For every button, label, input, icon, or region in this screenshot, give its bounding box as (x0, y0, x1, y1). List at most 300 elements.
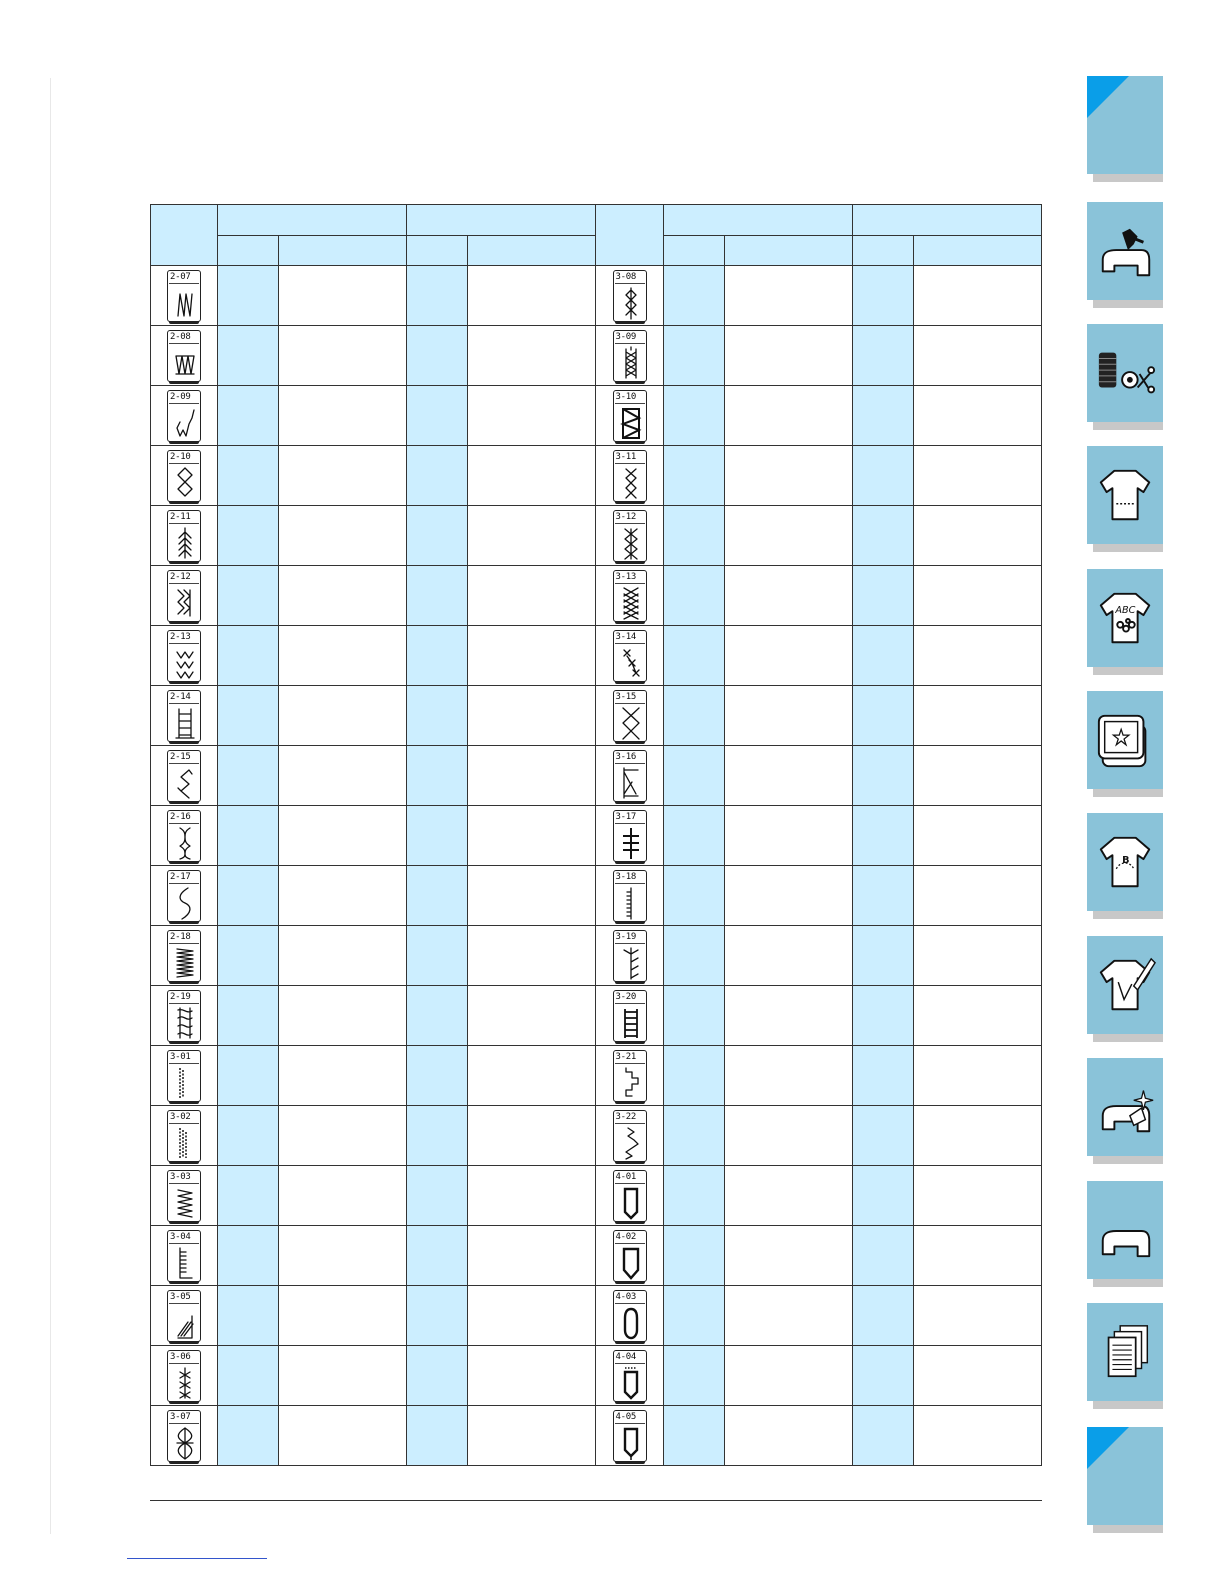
setting-cell-shaded (407, 1046, 468, 1106)
stitch-key-icon (167, 1050, 201, 1102)
embroidery-frame-star-icon (1095, 705, 1157, 775)
stitch-key-icon (613, 870, 647, 922)
stitch-key-divider (169, 583, 199, 584)
stitch-pattern-icon (174, 286, 196, 320)
stitch-key-icon (167, 930, 201, 982)
stitch-code: 3-16 (615, 751, 636, 762)
stitch-code: 3-06 (170, 1351, 191, 1362)
setting-cell-shaded (664, 986, 725, 1046)
stitch-key-icon (167, 870, 201, 922)
stitch-key-divider (615, 583, 645, 584)
setting-cell (279, 986, 407, 1046)
setting-cell-shaded (853, 266, 914, 326)
shirt-embroidery-abc-icon (1095, 583, 1157, 653)
setting-cell-shaded (407, 806, 468, 866)
stitch-pattern-icon (620, 1366, 642, 1400)
stitch-code: 3-12 (615, 511, 636, 522)
setting-cell (914, 1046, 1042, 1106)
setting-cell-shaded (664, 806, 725, 866)
stitch-key-icon (613, 750, 647, 802)
stitch-key-icon (167, 810, 201, 862)
stitch-cell (596, 1286, 664, 1346)
blank-corner-icon (1087, 76, 1129, 118)
stitch-pattern-icon (174, 346, 196, 380)
sewing-machine-sparkle-icon (1095, 1072, 1157, 1142)
table-row (151, 866, 1042, 926)
stitch-cell (596, 1106, 664, 1166)
header-group-1 (218, 205, 407, 236)
stitch-code: 3-04 (170, 1231, 191, 1242)
stitch-code: 3-10 (615, 391, 636, 402)
stitch-key-icon (613, 1350, 647, 1402)
stitch-key-icon (613, 810, 647, 862)
setting-cell (468, 1226, 596, 1286)
setting-cell (914, 446, 1042, 506)
stitch-pattern-icon (620, 826, 642, 860)
stitch-key-divider (615, 463, 645, 464)
stitch-cell (596, 866, 664, 926)
stitch-pattern-icon (620, 586, 642, 620)
setting-cell-shaded (218, 1406, 279, 1466)
setting-cell-shaded (218, 1346, 279, 1406)
stitch-code: 2-10 (170, 451, 191, 462)
setting-cell (725, 986, 853, 1046)
setting-cell (468, 866, 596, 926)
stitch-key-icon (167, 630, 201, 682)
stitch-key-divider (615, 643, 645, 644)
stitch-code: 2-09 (170, 391, 191, 402)
setting-cell (279, 266, 407, 326)
subheader-cell (279, 236, 407, 266)
chapter-tab[interactable] (1087, 76, 1163, 174)
setting-cell (725, 566, 853, 626)
stitch-key-icon (613, 930, 647, 982)
stitch-code: 3-13 (615, 571, 636, 582)
stitch-cell (596, 746, 664, 806)
stitch-cell (596, 986, 664, 1046)
stitch-cell (151, 806, 218, 866)
stitch-code: 2-14 (170, 691, 191, 702)
setting-cell-shaded (218, 806, 279, 866)
stitch-key-divider (615, 283, 645, 284)
setting-cell-shaded (664, 1346, 725, 1406)
stitch-code: 2-07 (170, 271, 191, 282)
stitch-key-divider (615, 823, 645, 824)
stitch-cell (151, 866, 218, 926)
shirt-pen-icon (1095, 950, 1157, 1020)
setting-cell-shaded (218, 1046, 279, 1106)
stitch-key-icon (613, 1050, 647, 1102)
stitch-pattern-icon (620, 646, 642, 680)
stitch-cell (151, 686, 218, 746)
stitch-key-icon (613, 1170, 647, 1222)
subheader-cell (853, 236, 914, 266)
stitch-pattern-icon (174, 646, 196, 680)
stitch-key-icon (167, 570, 201, 622)
stitch-code: 4-02 (615, 1231, 636, 1242)
chapter-tab[interactable] (1087, 324, 1163, 422)
stitch-code: 3-18 (615, 871, 636, 882)
setting-cell (468, 1046, 596, 1106)
stitch-key-divider (169, 883, 199, 884)
setting-cell (279, 626, 407, 686)
setting-cell (468, 806, 596, 866)
stitch-key-divider (169, 523, 199, 524)
stitch-key-divider (615, 763, 645, 764)
setting-cell (914, 326, 1042, 386)
stitch-key-divider (169, 1063, 199, 1064)
setting-cell-shaded (407, 686, 468, 746)
stitch-pattern-icon (620, 526, 642, 560)
setting-cell-shaded (218, 506, 279, 566)
stitch-cell (596, 386, 664, 446)
stitch-pattern-icon (620, 946, 642, 980)
stitch-key-icon (613, 1110, 647, 1162)
stitch-key-icon (167, 1350, 201, 1402)
table-row (151, 1346, 1042, 1406)
setting-cell (279, 746, 407, 806)
setting-cell-shaded (664, 866, 725, 926)
table-row (151, 1286, 1042, 1346)
setting-cell (279, 506, 407, 566)
setting-cell-shaded (853, 1406, 914, 1466)
chapter-tab[interactable] (1087, 1303, 1163, 1401)
stitch-key-divider (615, 1303, 645, 1304)
setting-cell-shaded (407, 1226, 468, 1286)
chapter-tab[interactable] (1087, 936, 1163, 1034)
stitch-key-icon (167, 450, 201, 502)
chapter-tab[interactable] (1087, 202, 1163, 300)
stitch-key-icon (167, 1230, 201, 1282)
table-row (151, 566, 1042, 626)
stitch-code: 3-01 (170, 1051, 191, 1062)
chapter-tab[interactable] (1087, 446, 1163, 544)
stitch-key-icon (613, 570, 647, 622)
stitch-cell (596, 446, 664, 506)
setting-cell-shaded (853, 626, 914, 686)
subheader-cell (218, 236, 279, 266)
setting-cell-shaded (853, 926, 914, 986)
stitch-code: 2-08 (170, 331, 191, 342)
setting-cell (914, 1226, 1042, 1286)
setting-cell-shaded (407, 446, 468, 506)
setting-cell-shaded (218, 1166, 279, 1226)
stitch-cell (596, 1406, 664, 1466)
setting-cell (279, 1406, 407, 1466)
header-stitch-left (151, 205, 218, 266)
setting-cell (725, 806, 853, 866)
setting-cell-shaded (664, 626, 725, 686)
stitch-key-divider (615, 1003, 645, 1004)
stitch-key-divider (169, 763, 199, 764)
stitch-key-icon (167, 1290, 201, 1342)
setting-cell (468, 266, 596, 326)
stitch-code: 3-21 (615, 1051, 636, 1062)
setting-cell (914, 626, 1042, 686)
setting-cell-shaded (664, 446, 725, 506)
stitch-cell (596, 326, 664, 386)
stitch-code: 4-04 (615, 1351, 636, 1362)
setting-cell-shaded (664, 746, 725, 806)
table-row (151, 626, 1042, 686)
stitch-key-divider (169, 1003, 199, 1004)
shirt-letter-b-icon (1095, 827, 1157, 897)
setting-cell (725, 866, 853, 926)
table-row (151, 1106, 1042, 1166)
setting-cell-shaded (407, 746, 468, 806)
setting-cell (725, 386, 853, 446)
stitch-key-icon (613, 330, 647, 382)
setting-cell (725, 1226, 853, 1286)
setting-cell-shaded (218, 1226, 279, 1286)
setting-cell-shaded (218, 566, 279, 626)
setting-cell (468, 506, 596, 566)
stitch-code: 2-12 (170, 571, 191, 582)
setting-cell (725, 1046, 853, 1106)
stitch-key-icon (613, 270, 647, 322)
setting-cell (468, 626, 596, 686)
setting-cell-shaded (664, 1166, 725, 1226)
stitch-pattern-icon (174, 466, 196, 500)
table-row (151, 326, 1042, 386)
stitch-cell (151, 326, 218, 386)
stitch-key-divider (169, 343, 199, 344)
stitch-pattern-icon (174, 1366, 196, 1400)
setting-cell (914, 1106, 1042, 1166)
stitch-pattern-icon (174, 1306, 196, 1340)
setting-cell (725, 266, 853, 326)
stitch-key-divider (615, 703, 645, 704)
stitch-cell (596, 1166, 664, 1226)
stitch-key-divider (615, 523, 645, 524)
setting-cell-shaded (664, 386, 725, 446)
setting-cell (468, 1106, 596, 1166)
stitch-pattern-icon (174, 1186, 196, 1220)
svg-text:B: B (1122, 854, 1130, 866)
table-row (151, 1046, 1042, 1106)
setting-cell-shaded (407, 1346, 468, 1406)
stitch-key-divider (615, 1183, 645, 1184)
setting-cell (914, 686, 1042, 746)
subheader-cell (664, 236, 725, 266)
setting-cell-shaded (853, 566, 914, 626)
setting-cell-shaded (407, 1166, 468, 1226)
stitch-pattern-icon (174, 766, 196, 800)
stitch-code: 3-05 (170, 1291, 191, 1302)
stitch-key-divider (615, 343, 645, 344)
setting-cell (279, 446, 407, 506)
setting-cell (725, 926, 853, 986)
setting-cell-shaded (853, 1286, 914, 1346)
setting-cell (468, 446, 596, 506)
stitch-pattern-icon (174, 1126, 196, 1160)
setting-cell-shaded (407, 866, 468, 926)
chapter-tab[interactable] (1087, 1427, 1163, 1525)
stitch-pattern-icon (620, 1426, 642, 1460)
setting-cell-shaded (218, 326, 279, 386)
stitch-key-icon (167, 510, 201, 562)
setting-cell (468, 1166, 596, 1226)
setting-cell-shaded (853, 746, 914, 806)
setting-cell-shaded (853, 386, 914, 446)
setting-cell-shaded (407, 626, 468, 686)
setting-cell (725, 626, 853, 686)
blank-corner-icon (1087, 1427, 1129, 1469)
chapter-tab[interactable] (1087, 569, 1163, 667)
stitch-cell (151, 746, 218, 806)
setting-cell-shaded (407, 266, 468, 326)
table-row (151, 266, 1042, 326)
stitch-key-divider (169, 823, 199, 824)
setting-cell (279, 866, 407, 926)
table-row (151, 1406, 1042, 1466)
table-row (151, 1166, 1042, 1226)
stitch-key-icon (613, 990, 647, 1042)
stitch-pattern-icon (620, 1306, 642, 1340)
svg-text:ABC: ABC (1115, 605, 1136, 617)
setting-cell (914, 806, 1042, 866)
stitch-code: 4-03 (615, 1291, 636, 1302)
setting-cell-shaded (664, 1046, 725, 1106)
stitch-pattern-icon (174, 526, 196, 560)
stitch-code: 4-01 (615, 1171, 636, 1182)
stitch-key-icon (167, 1170, 201, 1222)
setting-cell (914, 866, 1042, 926)
setting-cell-shaded (664, 926, 725, 986)
setting-cell (468, 1286, 596, 1346)
setting-cell (914, 986, 1042, 1046)
stitch-pattern-icon (620, 466, 642, 500)
stitch-code: 3-07 (170, 1411, 191, 1422)
stitch-cell (596, 686, 664, 746)
subheader-cell (407, 236, 468, 266)
stitch-cell (596, 566, 664, 626)
stitch-cell (151, 986, 218, 1046)
subheader-cell (468, 236, 596, 266)
setting-cell (468, 1346, 596, 1406)
table-row (151, 446, 1042, 506)
chapter-tab[interactable] (1087, 813, 1163, 911)
setting-cell-shaded (218, 686, 279, 746)
table-row (151, 806, 1042, 866)
stitch-key-icon (167, 1110, 201, 1162)
setting-cell (914, 746, 1042, 806)
stitch-key-divider (169, 643, 199, 644)
stitch-pattern-icon (620, 1246, 642, 1280)
stitch-key-divider (169, 943, 199, 944)
setting-cell (279, 1166, 407, 1226)
table-row (151, 686, 1042, 746)
stitch-pattern-icon (174, 1426, 196, 1460)
setting-cell (725, 1106, 853, 1166)
stitch-key-icon (167, 990, 201, 1042)
setting-cell-shaded (218, 1286, 279, 1346)
setting-cell-shaded (218, 926, 279, 986)
stitch-code: 3-08 (615, 271, 636, 282)
stitch-code: 2-19 (170, 991, 191, 1002)
stitch-pattern-icon (174, 706, 196, 740)
sewing-machine-hand-icon (1095, 216, 1157, 286)
setting-cell (914, 1166, 1042, 1226)
setting-cell-shaded (218, 1106, 279, 1166)
stitch-cell (596, 1046, 664, 1106)
setting-cell-shaded (218, 446, 279, 506)
setting-cell-shaded (853, 1166, 914, 1226)
header-group-4 (853, 205, 1042, 236)
setting-cell-shaded (407, 1106, 468, 1166)
setting-cell-shaded (664, 506, 725, 566)
setting-cell-shaded (407, 506, 468, 566)
stitch-cell (596, 1346, 664, 1406)
stitch-cell (151, 1166, 218, 1226)
stitch-pattern-icon (174, 1006, 196, 1040)
table-row (151, 986, 1042, 1046)
chapter-tab[interactable] (1087, 1181, 1163, 1279)
stitch-code: 2-11 (170, 511, 191, 522)
stitch-pattern-icon (174, 826, 196, 860)
setting-cell-shaded (218, 986, 279, 1046)
setting-cell (725, 506, 853, 566)
setting-cell (725, 746, 853, 806)
setting-cell (468, 566, 596, 626)
setting-cell-shaded (218, 626, 279, 686)
stitch-key-divider (615, 403, 645, 404)
chapter-tab[interactable] (1087, 691, 1163, 789)
stitch-code: 2-18 (170, 931, 191, 942)
stitch-key-divider (169, 703, 199, 704)
setting-cell-shaded (853, 686, 914, 746)
stitch-code: 2-16 (170, 811, 191, 822)
setting-cell (468, 326, 596, 386)
stitch-key-divider (615, 1063, 645, 1064)
stitch-pattern-icon (620, 1126, 642, 1160)
setting-cell (914, 1346, 1042, 1406)
stitch-pattern-icon (174, 406, 196, 440)
setting-cell-shaded (407, 1406, 468, 1466)
setting-cell (914, 266, 1042, 326)
stitch-cell (151, 1286, 218, 1346)
setting-cell-shaded (407, 926, 468, 986)
setting-cell (914, 1406, 1042, 1466)
setting-cell (279, 1226, 407, 1286)
stitch-key-icon (167, 330, 201, 382)
stitch-code: 2-13 (170, 631, 191, 642)
chapter-tab[interactable] (1087, 1058, 1163, 1156)
setting-cell-shaded (664, 566, 725, 626)
setting-cell (725, 446, 853, 506)
stitch-code: 3-22 (615, 1111, 636, 1122)
stitch-cell (596, 926, 664, 986)
setting-cell-shaded (664, 1106, 725, 1166)
stitch-code: 3-03 (170, 1171, 191, 1182)
setting-cell (279, 1106, 407, 1166)
stitch-code: 2-15 (170, 751, 191, 762)
setting-cell (279, 806, 407, 866)
setting-cell-shaded (407, 386, 468, 446)
footer-link-underline (127, 1558, 267, 1559)
stitch-key-icon (613, 1290, 647, 1342)
stitch-cell (151, 446, 218, 506)
stitch-cell (596, 266, 664, 326)
stitch-pattern-icon (174, 886, 196, 920)
setting-cell (725, 1346, 853, 1406)
setting-cell (279, 926, 407, 986)
table-row (151, 1226, 1042, 1286)
stitch-key-icon (167, 1410, 201, 1462)
stitch-code: 3-14 (615, 631, 636, 642)
stitch-code: 4-05 (615, 1411, 636, 1422)
stitch-cell (151, 1346, 218, 1406)
